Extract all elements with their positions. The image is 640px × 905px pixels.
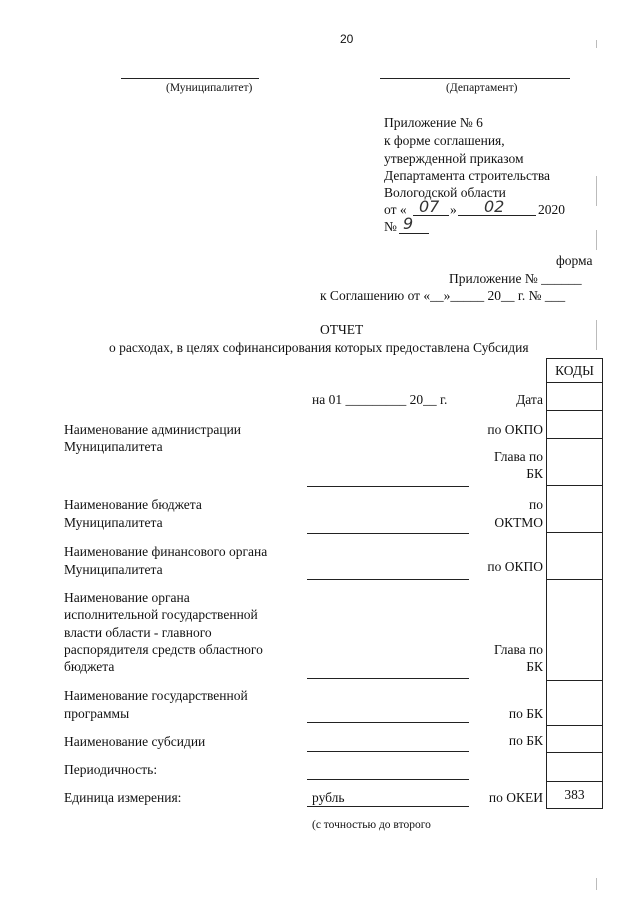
unit-value: рубль bbox=[312, 790, 345, 805]
appendix-date-year: 2020 bbox=[538, 202, 565, 217]
code-glava-bk-1 bbox=[547, 439, 603, 486]
fin-fill-line bbox=[307, 579, 469, 580]
label-okei: по ОКЕИ bbox=[488, 790, 543, 805]
exec-label-1: Наименование органа bbox=[64, 590, 190, 605]
code-bk-2 bbox=[547, 726, 603, 753]
report-subtitle: о расходах, в целях софинансирования которых предоставлена Субсидия bbox=[109, 340, 529, 355]
appendix-line-3: утвержденной приказом bbox=[384, 151, 524, 166]
label-bk-2: по БК bbox=[508, 733, 543, 748]
department-line bbox=[380, 78, 570, 79]
label-okpo-1: по ОКПО bbox=[487, 422, 543, 437]
municipality-line bbox=[121, 78, 259, 79]
code-oktmo bbox=[547, 486, 603, 533]
exec-label-2: исполнительной государственной bbox=[64, 607, 258, 622]
forma-label: форма bbox=[556, 253, 593, 268]
page-number: 20 bbox=[340, 32, 354, 46]
exec-label-4: распорядителя средств областного bbox=[64, 642, 263, 657]
subsidy-fill-line bbox=[307, 751, 469, 752]
appendix-date-prefix: от « bbox=[384, 202, 407, 217]
appendix-date-day: 07 bbox=[419, 197, 440, 216]
report-date-line: на 01 _________ 20__ г. bbox=[312, 392, 448, 407]
admin-fill-line bbox=[307, 486, 469, 487]
code-bk-1 bbox=[547, 681, 603, 726]
label-glava-bk-2b: БК bbox=[526, 659, 543, 674]
codes-table bbox=[546, 358, 603, 809]
municipality-caption: (Муниципалитет) bbox=[166, 82, 253, 94]
budget-fill-line bbox=[307, 533, 469, 534]
label-okpo-2: по ОКПО bbox=[487, 559, 543, 574]
label-bk-1: по БК bbox=[508, 706, 543, 721]
form-agreement: к Соглашению от «__»_____ 20__ г. № ___ bbox=[320, 288, 566, 303]
department-caption: (Департамент) bbox=[446, 82, 518, 94]
period-label: Периодичность: bbox=[64, 762, 158, 777]
date-day-line bbox=[413, 215, 449, 216]
program-label-1: Наименование государственной bbox=[64, 688, 248, 703]
number-line bbox=[399, 233, 429, 234]
code-period bbox=[547, 753, 603, 782]
appendix-number-value: 9 bbox=[403, 214, 414, 233]
label-glava-bk-1a: Глава по bbox=[493, 449, 543, 464]
exec-fill-line bbox=[307, 678, 469, 679]
label-glava-bk-2a: Глава по bbox=[493, 642, 543, 657]
budget-label-1: Наименование бюджета bbox=[64, 497, 202, 512]
exec-label-5: бюджета bbox=[64, 659, 115, 674]
scan-mark bbox=[596, 230, 597, 250]
exec-label-3: власти области - главного bbox=[64, 625, 212, 640]
precision-note: (с точностью до второго bbox=[312, 819, 431, 831]
label-glava-bk-1b: БК bbox=[526, 466, 543, 481]
code-glava-bk-2 bbox=[547, 580, 603, 681]
code-okpo-1 bbox=[547, 411, 603, 439]
appendix-line-5: Вологодской области bbox=[384, 185, 506, 200]
appendix-date-mid: » bbox=[450, 202, 457, 217]
unit-fill-line bbox=[307, 806, 469, 807]
label-date: Дата bbox=[516, 392, 543, 407]
form-appendix-no: Приложение № ______ bbox=[449, 271, 582, 286]
budget-label-2: Муниципалитета bbox=[64, 515, 163, 530]
program-label-2: программы bbox=[64, 706, 130, 721]
admin-label-2: Муниципалитета bbox=[64, 439, 163, 454]
appendix-date-month: 02 bbox=[484, 197, 505, 216]
period-fill-line bbox=[307, 779, 469, 780]
label-oktmo-a: по bbox=[529, 497, 543, 512]
fin-label-1: Наименование финансового органа bbox=[64, 544, 268, 559]
fin-label-2: Муниципалитета bbox=[64, 562, 163, 577]
unit-label: Единица измерения: bbox=[64, 790, 182, 805]
appendix-line-4: Департамента строительства bbox=[384, 168, 551, 183]
codes-header: КОДЫ bbox=[547, 359, 603, 383]
admin-label-1: Наименование администрации bbox=[64, 422, 242, 437]
scan-mark bbox=[596, 320, 597, 350]
scan-mark bbox=[596, 878, 597, 890]
scan-mark bbox=[596, 176, 597, 206]
date-month-line bbox=[458, 215, 536, 216]
appendix-line-1: Приложение № 6 bbox=[384, 115, 483, 130]
code-date bbox=[547, 383, 603, 411]
label-oktmo-b: ОКТМО bbox=[494, 515, 543, 530]
subsidy-label: Наименование субсидии bbox=[64, 734, 206, 749]
appendix-line-2: к форме соглашения, bbox=[384, 133, 505, 148]
report-title: ОТЧЕТ bbox=[320, 322, 364, 337]
code-okpo-2 bbox=[547, 533, 603, 580]
program-fill-line bbox=[307, 722, 469, 723]
code-okei: 383 bbox=[547, 782, 603, 809]
scan-mark bbox=[596, 40, 597, 48]
appendix-number-prefix: № bbox=[384, 219, 397, 234]
